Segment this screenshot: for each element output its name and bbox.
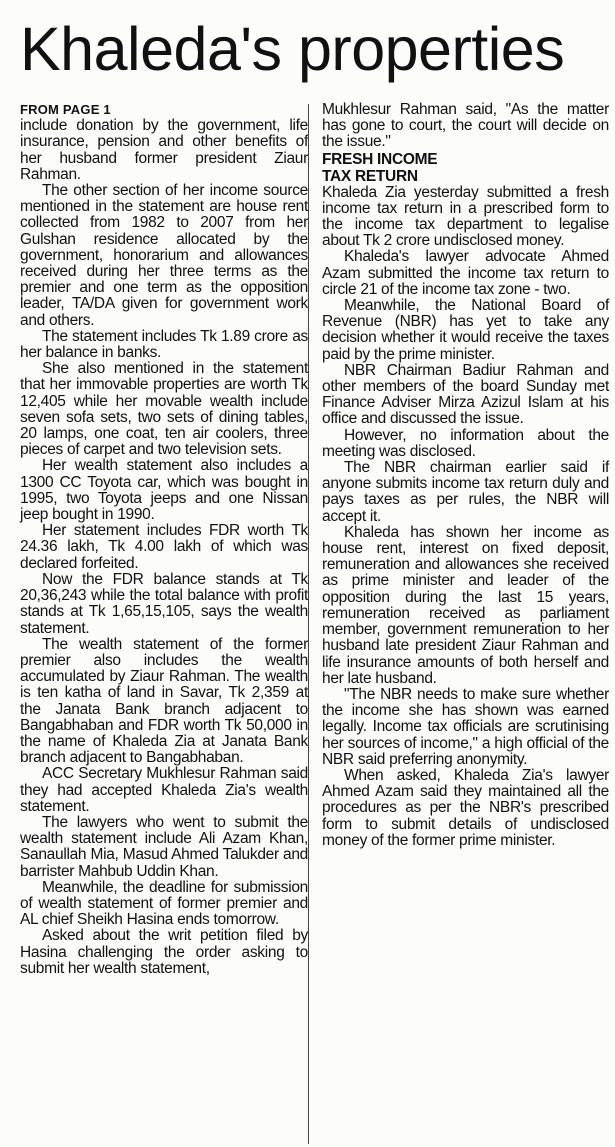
paragraph: Now the FDR balance stands at Tk 20,36,243 while the total balance with profit stands at Tk 1,65,15,105, says the wealth statement.: [20, 570, 308, 637]
paragraph: Asked about the writ petition filed by Hasina challenging the order asking to submit her wealth statement,: [20, 927, 308, 977]
paragraph: "The NBR needs to make sure whether the income she has shown was earned legally. Income tax officials are scrutinising her sources of income," a high official of the NBR said preferring anonymity.: [322, 685, 609, 768]
paragraph: Khaleda Zia yesterday submitted a fresh income tax return in a prescribed form to the income tax department to legalise about Tk 2 crore undisclosed money.: [322, 183, 609, 250]
paragraph: Mukhlesur Rahman said, "As the matter has gone to court, the court will decide on the issue.": [322, 101, 609, 151]
subhead: FRESH INCOME: [322, 150, 438, 168]
paragraph: Meanwhile, the deadline for submission of wealth statement of former premier and AL chief Sheikh Hasina ends tomorrow.: [20, 878, 308, 929]
left-column: [20, 102, 308, 977]
paragraph: Meanwhile, the National Board of Revenue (NBR) has yet to take any decision whether it would receive the taxes paid by the prime minister.: [322, 297, 609, 363]
paragraph: She also mentioned in the statement that her immovable properties are worth Tk 12,405 while her movable wealth include seven sofa sets, two sets of dining tables, 20 lamps, one coat, ten air coolers, three pieces of carpet and two television sets.: [20, 360, 308, 459]
subhead: TAX RETURN: [322, 167, 418, 185]
paragraph: The wealth statement of the former premier also includes the wealth accumulated by Ziaur Rahman. The wealth is ten katha of land in Savar, Tk 2,359 at the Janata Bank branch adjacent to Bangabhaban and FDR worth Tk 50,000 in the name of Khaleda Zia at Janata Bank branch adjacent to Bangabhaban.: [20, 635, 308, 767]
paragraph: The statement includes Tk 1.89 crore as her balance in banks.: [20, 327, 308, 362]
paragraph: The NBR chairman earlier said if anyone submits income tax return duly and pays taxes as per rules, the NBR will accept it.: [322, 459, 609, 525]
paragraph: The other section of her income source mentioned in the statement are house rent collected from 1982 to 2007 from her Gulshan residence allocated by the government, honorarium and allowances received during her three terms as the premier and one term as the opposition leader, TA/DA given for government work and others.: [20, 182, 308, 329]
paragraph: ACC Secretary Mukhlesur Rahman said they had accepted Khaleda Zia's wealth statement.: [20, 765, 308, 815]
paragraph: include donation by the government, life insurance, pension and other benefits of her husband former president Ziaur Rahman.: [20, 117, 308, 183]
paragraph: Khaleda has shown her income as house rent, interest on fixed deposit, remuneration and allowances she received as prime minister and leader of the opposition during the last 15 years, remuneration received as parliament member, government remuneration to her husband late president Ziaur Rahman and life insurance amounts of both herself and her late husband.: [322, 523, 609, 687]
headline: Khaleda's properties: [20, 15, 565, 83]
paragraph: Her wealth statement also includes a 1300 CC Toyota car, which was bought in 1995, two Toyota jeeps and one Nissan jeep bought in 1990.: [20, 457, 308, 524]
paragraph: Her statement includes FDR worth Tk 24.36 lakh, Tk 4.00 lakh of which was declared forfeited.: [20, 522, 308, 572]
paragraph: However, no information about the meeting was disclosed.: [322, 426, 609, 460]
paragraph: The lawyers who went to submit the wealth statement include Ali Azam Khan, Sanaullah Mia, Masud Ahmed Talukder and barrister Mahbub Uddin Khan.: [20, 813, 308, 880]
paragraph: When asked, Khaleda Zia's lawyer Ahmed Azam said they maintained all the procedures as per the NBR's prescribed form to submit details of undisclosed money of the former prime minister.: [322, 766, 609, 849]
column-divider: [308, 104, 309, 1144]
right-column: [322, 102, 609, 849]
kicker: FROM PAGE 1: [20, 102, 111, 117]
paragraph: NBR Chairman Badiur Rahman and other members of the board Sunday met Finance Adviser Mirza Azizul Islam at his office and discussed the issue.: [322, 361, 609, 428]
paragraph: Khaleda's lawyer advocate Ahmed Azam submitted the income tax return to circle 21 of the income tax zone - two.: [322, 248, 609, 298]
